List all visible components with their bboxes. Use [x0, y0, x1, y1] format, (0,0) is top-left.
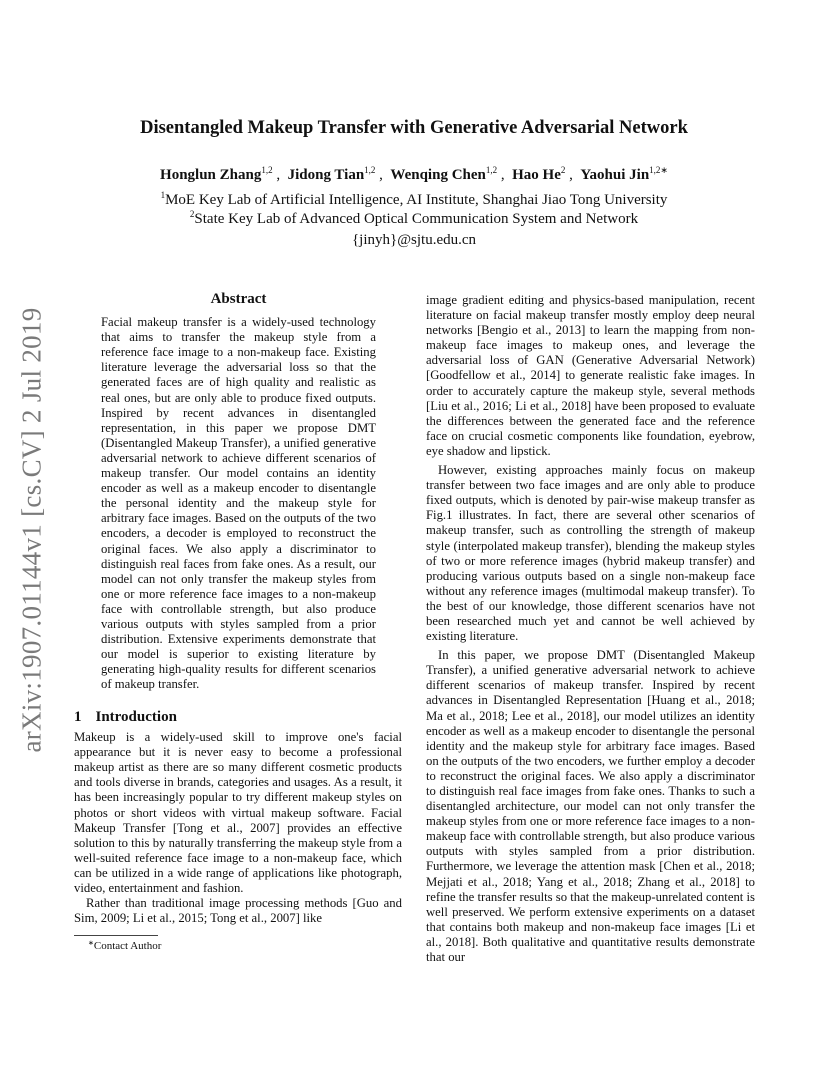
section-number: 1 [74, 709, 82, 725]
author-affiliation-mark: 1,2 [261, 165, 273, 175]
right-paragraph-3: In this paper, we propose DMT (Disentangled Makeup Transfer), a unified generative adversarial network to achieve different scenarios of makeup transfer. Inspired by recent advances in Disentangled Representation [Huang et al., 2018; Ma et al., 2018; Lee et al., 2018], our model utilizes an identity encoder as well as a makeup encoder to disentangle the personal identity and the makeup style for arbitrary face images. Based on the outputs of the two encoders, we further employ a decoder to reconstruct the original faces. We also apply a discriminator to distinguish real face images from fake ones. Thanks to such a disentangled architecture, our model can not only transfer the makeup styles from one or more reference face images to a non-makeup face with controllable strength, but also produce various outputs with styles sampled from a prior distribution. Furthermore, we leverage the attention mask [Chen et al., 2018; Mejjati et al., 2018; Yang et al., 2018; Zhang et al., 2018] to refine the transfer results so that the makeup-unrelated content is well preserved. We perform extensive experiments on a dataset that contains both makeup and non-makeup face images [Li et al., 2018]. Both qualitative and quantitative results demonstrate that our [426, 648, 755, 965]
affiliation-1 [0, 190, 828, 209]
right-paragraph-2: However, existing approaches mainly focus on makeup transfer between two face images and are only able to produce fixed outputs, which is denoted by pair-wise makeup transfer as Fig.1 illustrates. In fact, there are several other scenarios of makeup transfer, such as controlling the strength of makeup style (interpolated makeup transfer), blending the makeup styles of two or more reference images (hybrid makeup transfer) and producing various outputs based on a single non-makeup face without any reference images (multimodal makeup transfer). To the best of our knowledge, those different scenarios have not been researched much yet and cannot be well achieved by existing literature. [426, 463, 755, 644]
footnote-text: Contact Author [93, 940, 162, 952]
footnote-mark: ∗ [88, 939, 94, 947]
introduction-section [74, 696, 402, 926]
author-affiliation-mark: 2 [560, 165, 566, 175]
affiliation-2 [0, 209, 828, 228]
right-column [426, 293, 755, 965]
author-email: {jinyh}@sjtu.edu.cn [351, 232, 477, 248]
paper-title: Disentangled Makeup Transfer with Generative Adversarial Network [140, 118, 688, 138]
affiliation-mark: 2 [189, 209, 195, 219]
abstract-heading: Abstract [210, 291, 267, 307]
section-title: Introduction [95, 709, 177, 725]
author-name: Honglun Zhang [160, 167, 262, 183]
section-heading [74, 710, 402, 725]
affiliation-text: State Key Lab of Advanced Optical Communication System and Network [194, 211, 639, 227]
author-name: Hao He [512, 167, 561, 183]
author-list: Honglun Zhang$^{1,2}$ , Jidong Tian$^{1,2}$ , Wenqing Chen$^{1,2}$ , Hao He$^2$ , Yaohui Jin$^{1,2∗}$ [160, 165, 668, 183]
abstract-section [101, 292, 376, 692]
affiliation-text: MoE Key Lab of Artificial Intelligence, AI Institute, Shanghai Jiao Tong University [165, 192, 668, 208]
author-affiliation-mark: 1,2 [364, 165, 376, 175]
intro-paragraph-1: Makeup is a widely-used skill to improve one's facial appearance but it is never easy to become a professional makeup artist as there are so many different cosmetic products and tools diverse in brands, categories and usages. As a result, it has been increasingly popular to try different makeup styles on photos or short videos with virtual makeup software. Facial Makeup Transfer [Tong et al., 2007] provides an effective solution to this by naturally transferring the makeup style from a well-suited reference face image to a non-makeup face, which can be utilized in a wide range of applications like photograph, video, entertainment and fashion. [74, 730, 402, 896]
footnote [88, 939, 161, 952]
author-affiliation-mark: 1,2∗ [649, 165, 668, 175]
right-paragraph-1: image gradient editing and physics-based manipulation, recent literature on facial makeup transfer mostly employ deep neural networks [Bengio et al., 2013] to learn the mapping from non-makeup face images to makeup ones, and leverage the adversarial loss of GAN (Generative Adversarial Network) [Goodfellow et al., 2014] to generate realistic fake images. In order to accurately capture the makeup style, several methods [Liu et al., 2016; Li et al., 2018] have been proposed to evaluate the differences between the generated face and the reference face on crucial cosmetic components like foundation, eyebrow, eye shadow and lipstick. [426, 293, 755, 458]
footnote-rule [74, 935, 158, 936]
author-name: Yaohui Jin [580, 167, 650, 183]
affiliation-mark: 1 [160, 190, 166, 200]
author-affiliation-mark: 1,2 [485, 165, 498, 175]
intro-paragraph-2: Rather than traditional image processing methods [Guo and Sim, 2009; Li et al., 2015; Tong et al., 2007] like [74, 896, 402, 926]
arxiv-sidebar-stamp [14, 300, 50, 760]
abstract-body: Facial makeup transfer is a widely-used technology that aims to transfer the makeup style from a reference face image to a non-makeup face. Existing literature leverage the adversarial loss so that the generated faces are of high quality and realistic as real ones, but are only able to produce fixed outputs. Inspired by recent advances in disentangled representation, in this paper we propose DMT (Disentangled Makeup Transfer), a unified generative adversarial network to achieve different scenarios of makeup transfer. Our model contains an identity encoder as well as a makeup encoder to disentangle the personal identity and the makeup style for arbitrary face images. Based on the outputs of the two encoders, a decoder is employed to reconstruct the original faces. We also apply a discriminator to distinguish real faces from fake ones. As a result, our model can not only transfer the makeup styles from one or more reference face images to a non-makeup face with controllable strength, but also produce various outputs with styles sampled from a prior distribution. Extensive experiments demonstrate that our model is superior to existing literature by generating high-quality results for different scenarios of makeup transfer. [101, 315, 376, 692]
author-name: Jidong Tian [287, 167, 365, 183]
author-name: Wenqing Chen [390, 167, 486, 183]
arxiv-identifier: arXiv:1907.01144v1 [cs.CV] 2 Jul 2019 [16, 307, 47, 753]
